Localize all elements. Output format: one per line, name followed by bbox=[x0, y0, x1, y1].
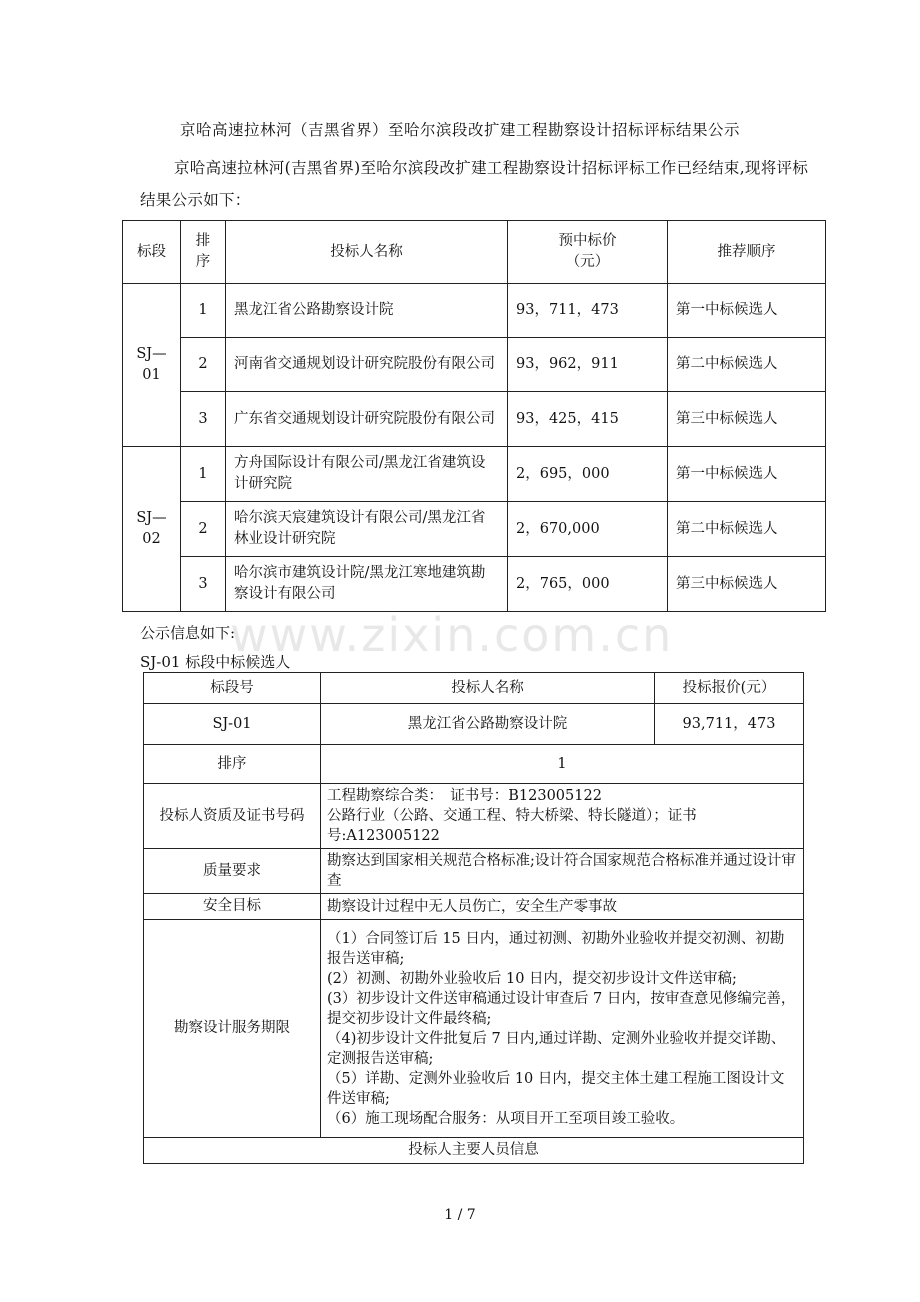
service-period-item: （5）详勘、定测外业验收后 10 日内，提交主体土建工程施工图设计文件送审稿; bbox=[327, 1070, 785, 1107]
document-title: 京哈高速拉林河（吉黑省界）至哈尔滨段改扩建工程勘察设计招标评标结果公示 bbox=[179, 121, 740, 139]
header-bidder-name: 投标人名称 bbox=[321, 673, 655, 704]
quality-label: 质量要求 bbox=[144, 849, 321, 894]
candidate-info-table bbox=[143, 672, 804, 1164]
rank-label: 排序 bbox=[144, 745, 321, 784]
bid-price-cell: 93,711，473 bbox=[655, 704, 804, 745]
header-rank: 排序 bbox=[181, 221, 226, 284]
service-period-item: （4)初步设计文件批复后 7 日内,通过详勘、定测外业验收并提交详勘、定测报告送审稿; bbox=[327, 1030, 786, 1067]
order-cell: 第二中标候选人 bbox=[668, 502, 826, 557]
price-cell: 93，425，415 bbox=[508, 392, 668, 447]
section-cell: SJ—01 bbox=[123, 284, 181, 447]
safety-value: 勘察设计过程中无人员伤亡，安全生产零事故 bbox=[321, 894, 804, 920]
intro-paragraph: 京哈高速拉林河(吉黑省界)至哈尔滨段改扩建工程勘察设计招标评标工作已经结束,现将评标结果公示如下： bbox=[140, 159, 809, 209]
order-cell: 第二中标候选人 bbox=[668, 338, 826, 392]
table-header-row bbox=[144, 673, 804, 704]
bidder-cell: 广东省交通规划设计研究院股份有限公司 bbox=[226, 392, 508, 447]
bidder-cell: 方舟国际设计有限公司/黑龙江省建筑设计研究院 bbox=[226, 447, 508, 502]
service-period-item: （6）施工现场配合服务：从项目开工至项目竣工验收。 bbox=[327, 1110, 685, 1127]
rank-cell: 3 bbox=[181, 392, 226, 447]
header-order: 推荐顺序 bbox=[668, 221, 826, 284]
service-period-item: （1）合同签订后 15 日内，通过初测、初勘外业验收并提交初测、初勘报告送审稿; bbox=[327, 930, 785, 967]
price-cell: 93，711，473 bbox=[508, 284, 668, 338]
rank-value: 1 bbox=[321, 745, 804, 784]
evaluation-results-table bbox=[122, 220, 826, 612]
rank-cell: 1 bbox=[181, 447, 226, 502]
table-row bbox=[123, 392, 826, 447]
table-row bbox=[123, 284, 826, 338]
qualification-label: 投标人资质及证书号码 bbox=[144, 784, 321, 849]
page-number: 1 / 7 bbox=[444, 1207, 476, 1223]
order-cell: 第一中标候选人 bbox=[668, 447, 826, 502]
table-row bbox=[144, 920, 804, 1138]
order-cell: 第三中标候选人 bbox=[668, 557, 826, 612]
public-info-label: 公示信息如下: bbox=[140, 624, 236, 642]
watermark: www.zixin.com.cn bbox=[230, 608, 674, 662]
header-bidder: 投标人名称 bbox=[226, 221, 508, 284]
order-cell: 第一中标候选人 bbox=[668, 284, 826, 338]
service-period-label: 勘察设计服务期限 bbox=[144, 920, 321, 1138]
bidder-name-cell: 黑龙江省公路勘察设计院 bbox=[321, 704, 655, 745]
rank-cell: 2 bbox=[181, 338, 226, 392]
table-row bbox=[144, 849, 804, 894]
rank-cell: 1 bbox=[181, 284, 226, 338]
table-row bbox=[123, 338, 826, 392]
price-cell: 2，765，000 bbox=[508, 557, 668, 612]
bidder-cell: 哈尔滨市建筑设计院/黑龙江寒地建筑勘察设计有限公司 bbox=[226, 557, 508, 612]
header-bid-price: 投标报价(元） bbox=[655, 673, 804, 704]
service-period-item: (3）初步设计文件送审稿通过设计审查后 7 日内，按审查意见修编完善，提交初步设计文件最终稿; bbox=[327, 990, 796, 1027]
sj01-section-title: SJ-01 标段中标候选人 bbox=[140, 653, 291, 671]
table-header-row bbox=[123, 221, 826, 284]
staff-info-header: 投标人主要人员信息 bbox=[144, 1138, 804, 1164]
table-row bbox=[123, 557, 826, 612]
qualification-line: 公路行业（公路、交通工程、特大桥梁、特长隧道）；证书号:A123005122 bbox=[327, 808, 697, 844]
service-period-item: (2）初测、初勘外业验收后 10 日内，提交初步设计文件送审稿; bbox=[327, 970, 737, 987]
bidder-cell: 河南省交通规划设计研究院股份有限公司 bbox=[226, 338, 508, 392]
service-period-value bbox=[321, 920, 804, 1138]
rank-cell: 2 bbox=[181, 502, 226, 557]
header-price-line2: （元） bbox=[565, 254, 610, 270]
quality-value: 勘察达到国家相关规范合格标准;设计符合国家规范合格标准并通过设计审查 bbox=[321, 849, 804, 894]
table-row bbox=[144, 894, 804, 920]
qualification-line: 工程勘察综合类： 证书号：B123005122 bbox=[327, 788, 602, 804]
bidder-cell: 哈尔滨天宸建筑设计有限公司/黑龙江省林业设计研究院 bbox=[226, 502, 508, 557]
table-row bbox=[123, 502, 826, 557]
header-price bbox=[508, 221, 668, 284]
table-row bbox=[144, 745, 804, 784]
qualification-value bbox=[321, 784, 804, 849]
table-row bbox=[123, 447, 826, 502]
price-cell: 2，695，000 bbox=[508, 447, 668, 502]
table-row bbox=[144, 1138, 804, 1164]
table-row bbox=[144, 704, 804, 745]
price-cell: 93，962，911 bbox=[508, 338, 668, 392]
header-section-no: 标段号 bbox=[144, 673, 321, 704]
rank-cell: 3 bbox=[181, 557, 226, 612]
section-cell: SJ—02 bbox=[123, 447, 181, 612]
section-no-cell: SJ-01 bbox=[144, 704, 321, 745]
header-price-line1: 预中标价 bbox=[558, 233, 617, 249]
table-row bbox=[144, 784, 804, 849]
header-section: 标段 bbox=[123, 221, 181, 284]
bidder-cell: 黑龙江省公路勘察设计院 bbox=[226, 284, 508, 338]
price-cell: 2，670,000 bbox=[508, 502, 668, 557]
safety-label: 安全目标 bbox=[144, 894, 321, 920]
order-cell: 第三中标候选人 bbox=[668, 392, 826, 447]
